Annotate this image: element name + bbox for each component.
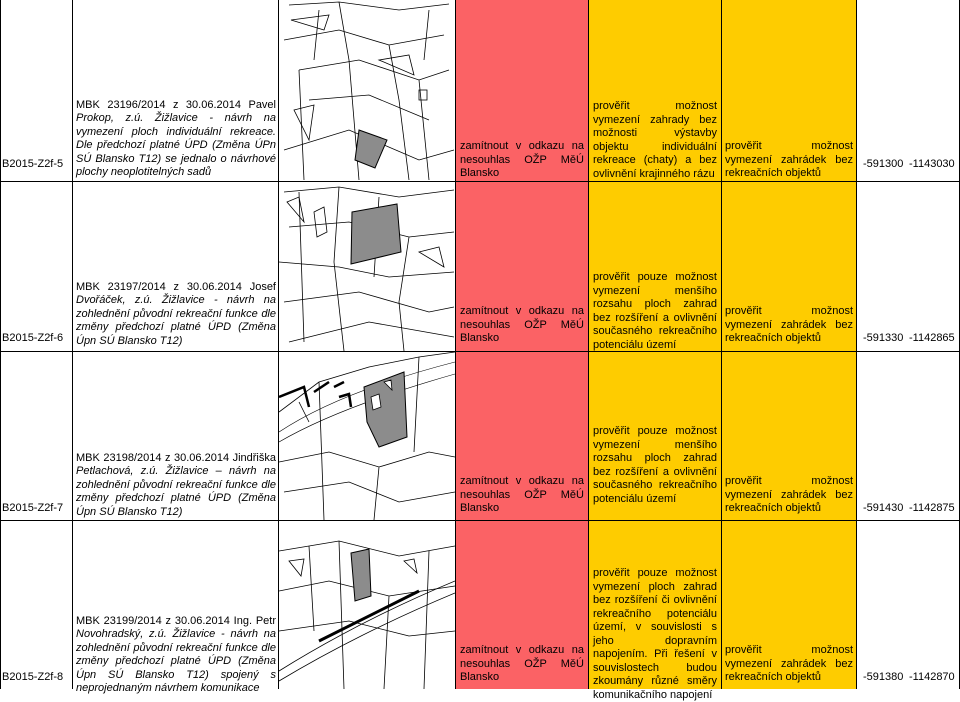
grid-line (588, 0, 589, 689)
recommendation-cell (589, 521, 721, 701)
recommendation-cell (589, 182, 721, 351)
osz-text: zamítnout v odkazu na nesouhlas OŽP MěÚ Blansko (460, 475, 584, 514)
row-code: B2015-Z2f-8 (2, 671, 64, 683)
osz-cell (456, 182, 588, 351)
parcel-map (279, 182, 455, 351)
submission-header: MBK 23197/2014 z 30.06.2014 Josef (76, 281, 276, 293)
table-row (0, 352, 960, 520)
osz-text: zamítnout v odkazu na nesouhlas OŽP MěÚ Blansko (460, 305, 584, 344)
parcel-map (279, 521, 455, 689)
coord-y: -1142870 (909, 671, 955, 683)
coord-y: -1143030 (909, 158, 955, 170)
osz-text: zamítnout v odkazu na nesouhlas OŽP MěÚ Blansko (460, 644, 584, 683)
decision-cell (722, 182, 856, 351)
grid-line (72, 0, 73, 689)
submission-text: Dvořáček, z.ú. Žižlavice - návrh na zohlednění původní rekreační funkce dle změny předchozí platné ÚPD (Změna Úpn SÚ Blansko T12) (76, 294, 276, 347)
recommendation-cell (589, 352, 721, 520)
parcel-map (279, 0, 455, 181)
submission-text: Novohradský, z.ú. Žižlavice - návrh na zohlednění původní rekreační funkce dle změny předchozí platné ÚPD (Změna Úpn SÚ Blansko T12) spojený s neprojednaným návrhem komunikace (76, 628, 276, 694)
submission-header: MBK 23198/2014 z 30.06.2014 Jindřiška (76, 452, 276, 464)
recommendation-text: prověřit pouze možnost vymezení menšího rozsahu ploch zahrad bez rozšíření a ovlivnění současného rekreačního potenciálu území (593, 425, 717, 505)
submission-text: Prokop, z.ú. Žižlavice - návrh na vymezení ploch individuální rekreace. Dle předchozí platné ÚPD (Změna ÚPn SÚ Blansko T12) se jednalo o návrhové plochy neoplotitelných sadů (76, 112, 276, 178)
recommendation-cell (589, 0, 721, 181)
recommendation-text: prověřit možnost vymezení zahrady bez možnosti výstavby objektu individuální rekreace (chaty) a bez ovlivnění krajinného rázu (593, 100, 717, 180)
decision-text: prověřit možnost vymezení zahrádek bez rekreačních objektů (725, 644, 853, 683)
table-row (0, 521, 960, 701)
recommendation-text: prověřit pouze možnost vymezení menšího rozsahu ploch zahrad bez rozšíření a ovlivnění současného rekreačního potenciálu území (593, 271, 717, 351)
osz-text: zamítnout v odkazu na nesouhlas OŽP MěÚ Blansko (460, 140, 584, 179)
decision-text: prověřit možnost vymezení zahrádek bez rekreačních objektů (725, 140, 853, 179)
osz-cell (456, 0, 588, 181)
row-code: B2015-Z2f-7 (2, 502, 64, 514)
decision-cell (722, 521, 856, 689)
coord-y: -1142875 (909, 502, 955, 514)
coord-y: -1142865 (909, 332, 955, 344)
coord-x: -591300 (863, 158, 904, 170)
row-code: B2015-Z2f-5 (2, 158, 64, 170)
parcel-map-drawing (279, 521, 455, 689)
osz-cell (456, 521, 588, 689)
osz-cell (456, 352, 588, 520)
decision-text: prověřit možnost vymezení zahrádek bez rekreačních objektů (725, 305, 853, 344)
parcel-map (279, 352, 455, 520)
submission-text: Petlachová, z.ú. Žižlavice – návrh na zohlednění původní rekreační funkce dle změny předchozí platné ÚPD (Změna Úpn SÚ Blansko T12) (76, 465, 276, 518)
grid-line (0, 0, 1, 689)
decision-text: prověřit možnost vymezení zahrádek bez rekreačních objektů (725, 475, 853, 514)
submission-header: MBK 23199/2014 z 30.06.2014 Ing. Petr (76, 615, 276, 627)
grid-line (455, 0, 456, 689)
grid-line (0, 351, 960, 352)
submission-header: MBK 23196/2014 z 30.06.2014 Pavel (76, 99, 276, 111)
grid-line (278, 0, 279, 689)
row-code: B2015-Z2f-6 (2, 332, 64, 344)
table-row (0, 0, 960, 181)
parcel-map-drawing (279, 0, 455, 181)
recommendation-text: prověřit pouze možnost vymezení ploch zahrad bez rozšíření či ovlivnění rekreačního potenciálu území, v souvislosti s jeho dopravním napojením. Při řešení v souvislostech budou zkoumány různé směry komunikačního napojení (593, 567, 717, 701)
coord-x: -591380 (863, 671, 904, 683)
decision-cell (722, 352, 856, 520)
decision-cell (722, 0, 856, 181)
grid-line (0, 181, 960, 182)
grid-line (856, 0, 857, 689)
table-row (0, 182, 960, 351)
coord-x: -591430 (863, 502, 904, 514)
coord-x: -591330 (863, 332, 904, 344)
grid-line (0, 520, 960, 521)
parcel-map-drawing (279, 352, 455, 520)
grid-line (721, 0, 722, 689)
parcel-map-drawing (279, 182, 455, 351)
